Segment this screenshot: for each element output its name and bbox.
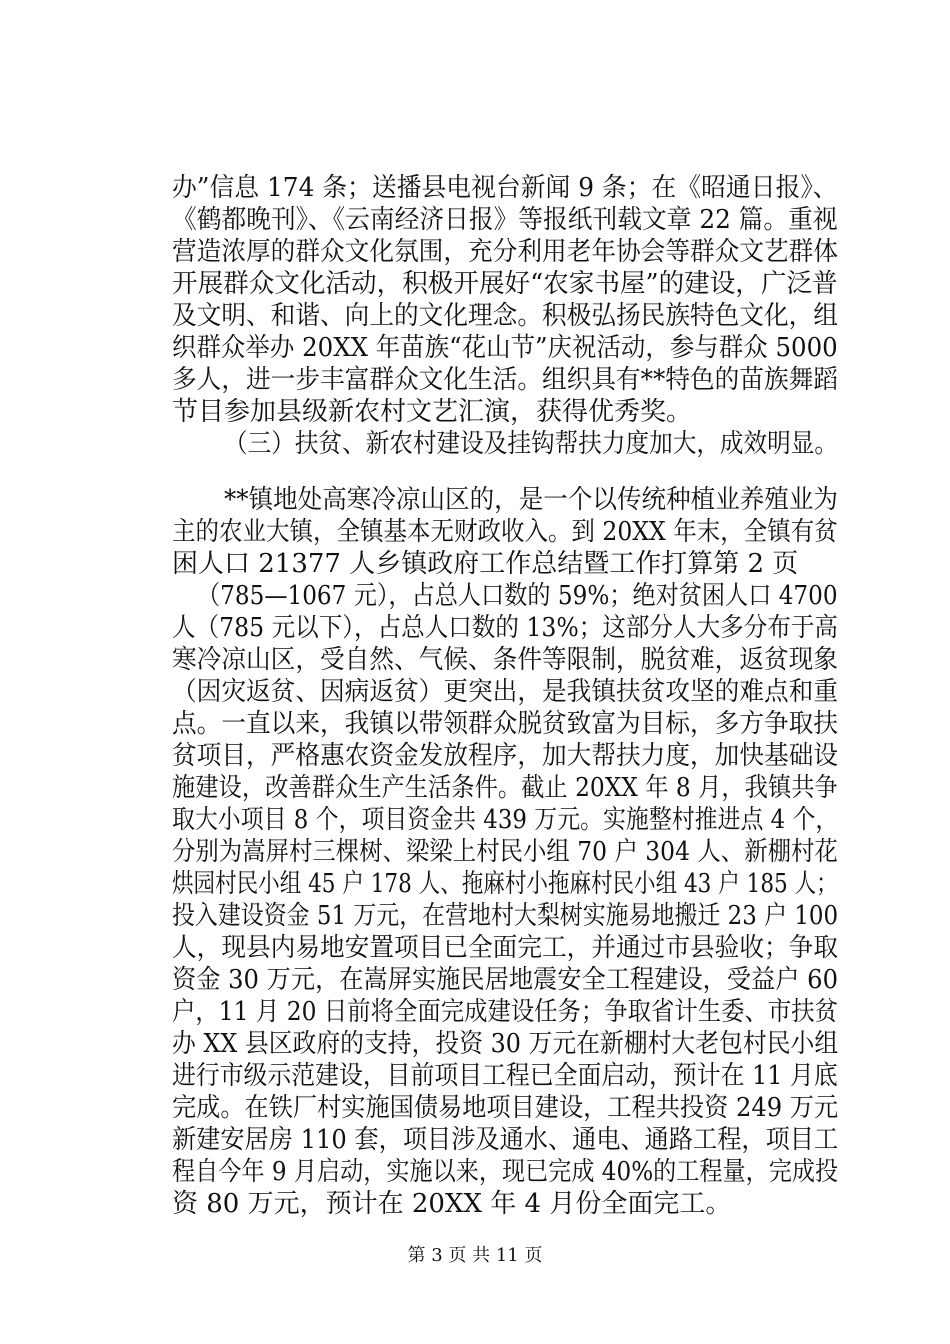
body-text-line: 办”信息 174 条；送播县电视台新闻 9 条；在《昭通日报》、	[172, 173, 838, 203]
body-text-line: （因灾返贫、因病返贫）更突出，是我镇扶贫攻坚的难点和重	[172, 677, 839, 707]
body-text-line: 人，现县内易地安置项目已全面完工，并通过市县验收；争取	[172, 933, 839, 963]
body-text-line: 进行市级示范建设，目前项目工程已全面启动，预计在 11 月底	[172, 1061, 838, 1091]
body-text-line: 寒冷凉山区，受自然、气候、条件等限制，脱贫难，返贫现象	[172, 645, 839, 675]
body-text-line: 分别为嵩屏村三棵树、梁梁上村民小组 70 户 304 人、新棚村花	[172, 837, 838, 867]
body-text-line: 投入建设资金 51 万元，在营地村大梨树实施易地搬迁 23 户 100	[172, 901, 839, 931]
body-text-line: 办 XX 县区政府的支持，投资 30 万元在新棚村大老包村民小组	[172, 1029, 839, 1059]
body-text-line: 完成。在铁厂村实施国债易地项目建设，工程共投资 249 万元	[172, 1093, 839, 1123]
body-text-line: 烘园村民小组 45 户 178 人、拖麻村小拖麻村民小组 43 户 185 人；	[172, 869, 838, 899]
body-text-line: 主的农业大镇，全镇基本无财政收入。到 20XX 年末，全镇有贫	[172, 517, 838, 547]
body-text-line: 取大小项目 8 个，项目资金共 439 万元。实施整村推进点 4 个，	[172, 805, 839, 835]
body-text-line: 点。一直以来，我镇以带领群众脱贫致富为目标，多方争取扶	[172, 709, 839, 739]
body-text-line: 资金 30 万元，在嵩屏实施民居地震安全工程建设，受益户 60	[172, 965, 838, 995]
body-text-line: 施建设，改善群众生产生活条件。截止 20XX 年 8 月，我镇共争	[172, 773, 838, 803]
body-text-line: 程自今年 9 月启动，实施以来，现已完成 40%的工程量，完成投	[172, 1157, 839, 1187]
body-text-line: 织群众举办 20XX 年苗族“花山节”庆祝活动，参与群众 5000	[172, 333, 838, 363]
body-text-line: 人（785 元以下），占总人口数的 13%；这部分人大多分布于高	[172, 613, 838, 643]
body-text-line: （785—1067 元），占总人口数的 59%；绝对贫困人口 4700	[197, 581, 838, 611]
body-text-line: 新建安居房 110 套，项目涉及通水、通电、通路工程，项目工	[172, 1125, 839, 1155]
body-text-line: 《鹤都晚刊》、《云南经济日报》等报纸刊载文章 22 篇。重视	[172, 205, 838, 235]
page-footer: 第 3 页 共 11 页	[407, 1245, 543, 1266]
body-text-line: 开展群众文化活动，积极开展好“农家书屋”的建设，广泛普	[172, 269, 838, 299]
body-text-line: 节目参加县级新农村文艺汇演，获得优秀奖。	[172, 397, 693, 427]
body-text-line: 户，11 月 20 日前将全面完成建设任务；争取省计生委、市扶贫	[172, 997, 838, 1027]
body-text-line: 多人，进一步丰富群众文化生活。组织具有**特色的苗族舞蹈	[172, 365, 839, 395]
body-text-line: 资 80 万元，预计在 20XX 年 4 月份全面完工。	[172, 1189, 732, 1219]
section-heading: （三）扶贫、新农村建设及挂钩帮扶力度加大，成效明显。	[224, 429, 839, 459]
body-text-line: 及文明、和谐、向上的文化理念。积极弘扬民族特色文化，组	[172, 301, 839, 331]
body-text-line: 困人口 21377 人乡镇政府工作总结暨工作打算第 2 页	[172, 549, 799, 579]
body-text-line: **镇地处高寒冷凉山区的，是一个以传统种植业养殖业为	[224, 485, 839, 515]
body-text-line: 营造浓厚的群众文化氛围，充分利用老年协会等群众文艺群体	[172, 237, 839, 267]
body-text-line: 贫项目，严格惠农资金发放程序，加大帮扶力度，加快基础设	[172, 741, 839, 771]
